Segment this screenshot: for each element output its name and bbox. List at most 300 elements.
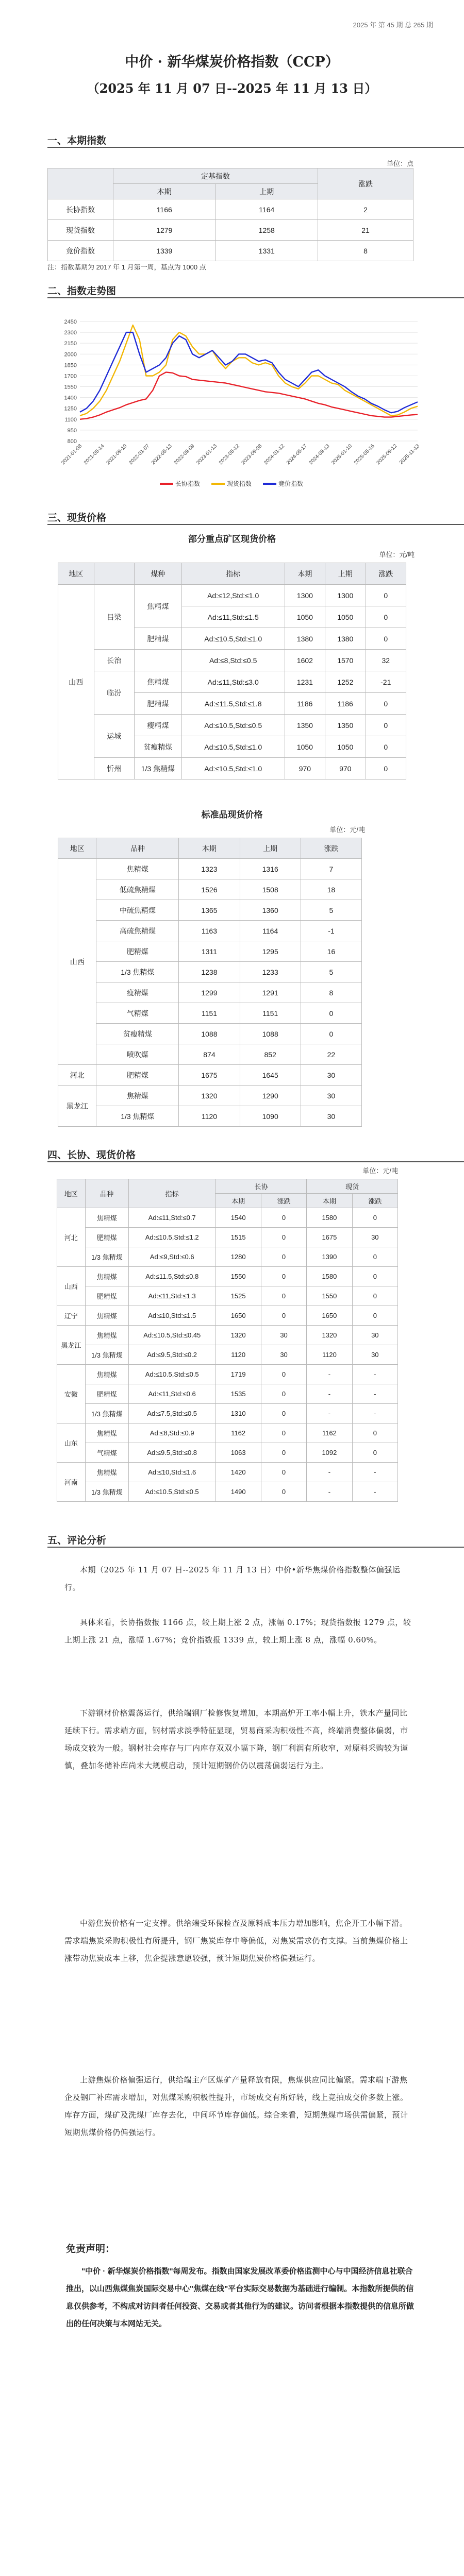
x-tick-label: 2024-05-17 — [285, 443, 308, 466]
disclaimer-title: 免责声明： — [66, 2244, 115, 2255]
legend-swatch-auction — [263, 483, 276, 485]
region-cell: 黑龙江 — [58, 1086, 96, 1127]
col-previous-header: 上期 — [216, 184, 318, 199]
coal-cell: 1/3 焦精煤 — [96, 962, 179, 982]
spot-current-cell: 1120 — [307, 1345, 352, 1365]
spec-cell: Ad:≤11,Std:≤0.7 — [128, 1208, 215, 1228]
change-cell: 8 — [301, 982, 361, 1003]
coal-cell: 气精煤 — [85, 1443, 128, 1463]
h-spot-current: 本期 — [307, 1194, 352, 1208]
coal-cell: 1/3 焦精煤 — [85, 1345, 128, 1365]
section-spot-heading: 三、现货价格 — [47, 510, 106, 524]
long-current-cell: 1719 — [216, 1365, 261, 1384]
coal-cell: 1/3 焦精煤 — [85, 1247, 128, 1267]
table-row — [58, 941, 362, 962]
spot-current-cell: - — [307, 1365, 352, 1384]
coal-cell: 贫瘦精煤 — [96, 1024, 179, 1044]
spot-current-cell: 1390 — [307, 1247, 352, 1267]
x-tick-label: 2023-01-13 — [195, 443, 219, 466]
spot-change-cell: - — [352, 1365, 397, 1384]
region-cell: 山西 — [57, 1267, 86, 1306]
previous-cell: 1088 — [240, 1024, 301, 1044]
current-cell: 1311 — [179, 941, 240, 962]
x-tick-label: 2021-09-10 — [105, 443, 128, 466]
previous-cell: 1050 — [325, 736, 366, 758]
analysis-paragraph-3: 下游钢材价格震荡运行，供给端钢厂检修恢复增加，本期高炉开工率小幅上升，铁水产量同比延续下行。需求端方面，钢材需求淡季特征显现，贸易商采购积极性不高，终端消费整体偏弱，市场成交较为一般。钢材社会库存与厂内库存双双小幅下降，钢厂利润有所收窄，对原料采购较为谨慎，叠加冬储补库尚未大规模启动，预计短期钢价仍以震荡偏弱运行为主。 — [64, 1708, 408, 1770]
area-cell: 临汾 — [94, 671, 134, 715]
h-long-change: 涨跌 — [261, 1194, 306, 1208]
row-previous: 1258 — [216, 220, 318, 241]
analysis-paragraph-2: 具体来看，长协指数报 1166 点，较上期上涨 2 点，涨幅 0.17%；现货指数报 1279 点，较上期上涨 21 点，涨幅 1.67%；竞价指数报 1339 点，较上期上涨 8 点，涨幅 0.60%。 — [64, 1618, 411, 1645]
spot-current-cell: - — [307, 1404, 352, 1423]
table-row — [58, 1003, 362, 1024]
table-row — [58, 715, 406, 736]
table-row — [57, 1267, 398, 1286]
spec-cell: Ad:≤10.5,Std:≤0.5 — [128, 1482, 215, 1502]
change-cell: 32 — [366, 650, 406, 671]
change-cell: 0 — [366, 606, 406, 628]
x-tick-label: 2024-09-13 — [308, 443, 331, 466]
legend-swatch-spot — [211, 483, 225, 485]
coal-cell: 中硫焦精煤 — [96, 900, 179, 921]
change-cell: 30 — [301, 1065, 361, 1086]
index-trend-chart — [54, 307, 425, 477]
table-header-row — [58, 838, 362, 859]
h-spec: 指标 — [128, 1179, 215, 1208]
spot-current-cell: - — [307, 1463, 352, 1482]
change-cell: -1 — [301, 921, 361, 941]
coal-cell: 瘦精煤 — [96, 982, 179, 1003]
current-cell: 1050 — [285, 606, 325, 628]
y-tick-label: 2300 — [64, 330, 77, 336]
legend-swatch-long — [160, 483, 173, 485]
spot-current-cell: 1320 — [307, 1326, 352, 1345]
region-cell: 河南 — [57, 1463, 86, 1502]
y-tick-label: 1250 — [64, 405, 77, 412]
long-current-cell: 1515 — [216, 1228, 261, 1247]
section-trend-heading: 二、指数走势图 — [47, 283, 116, 297]
region-cell: 河北 — [58, 1065, 96, 1086]
row-previous: 1164 — [216, 199, 318, 220]
change-cell: 18 — [301, 879, 361, 900]
spot-change-cell: - — [352, 1404, 397, 1423]
change-cell: 0 — [366, 628, 406, 650]
long-current-cell: 1540 — [216, 1208, 261, 1228]
table-row — [58, 671, 406, 693]
col-fixed-header: 定基指数 — [113, 168, 318, 184]
table-row — [57, 1286, 398, 1306]
spot-change-cell: 0 — [352, 1267, 397, 1286]
report-period: （2025 年 11 月 07 日--2025 年 11 月 13 日） — [87, 81, 377, 96]
table-row — [57, 1247, 398, 1267]
table-row — [48, 220, 413, 241]
change-cell: 16 — [301, 941, 361, 962]
spec-cell: Ad:≤7.5,Std:≤0.5 — [128, 1404, 215, 1423]
y-tick-label: 1700 — [64, 373, 77, 380]
previous-cell: 1290 — [240, 1086, 301, 1106]
table-row — [57, 1482, 398, 1502]
col-name-header — [48, 168, 113, 199]
table-header-row — [58, 563, 406, 585]
table-row — [58, 585, 406, 606]
coal-cell: 焦精煤 — [135, 671, 182, 693]
y-tick-label: 1400 — [64, 395, 77, 401]
h-spot: 现货 — [307, 1179, 398, 1194]
current-cell: 970 — [285, 758, 325, 779]
table-header-row — [57, 1179, 398, 1194]
row-previous: 1331 — [216, 241, 318, 261]
long-current-cell: 1490 — [216, 1482, 261, 1502]
coal-cell: 焦精煤 — [85, 1267, 128, 1286]
h-spec: 指标 — [181, 563, 285, 585]
change-cell: 0 — [301, 1003, 361, 1024]
change-cell: 30 — [301, 1106, 361, 1127]
current-cell: 1231 — [285, 671, 325, 693]
row-change: 8 — [318, 241, 413, 261]
y-tick-label: 2000 — [64, 351, 77, 358]
x-tick-label: 2024-01-12 — [263, 443, 286, 466]
previous-cell: 1508 — [240, 879, 301, 900]
current-cell: 874 — [179, 1044, 240, 1065]
spot-change-cell: - — [352, 1463, 397, 1482]
current-cell: 1300 — [285, 585, 325, 606]
coal-cell: 肥精煤 — [135, 693, 182, 715]
table-row — [57, 1443, 398, 1463]
spot-current-cell: 1580 — [307, 1208, 352, 1228]
region-cell: 黑龙江 — [57, 1326, 86, 1365]
long-change-cell: 0 — [261, 1423, 306, 1443]
row-current: 1339 — [113, 241, 216, 261]
spec-cell: Ad:≤9,Std:≤0.6 — [128, 1247, 215, 1267]
long-current-cell: 1525 — [216, 1286, 261, 1306]
table-row — [57, 1384, 398, 1404]
h-previous: 上期 — [325, 563, 366, 585]
coal-cell: 焦精煤 — [85, 1326, 128, 1345]
std-price-table — [58, 838, 362, 1127]
spec-cell: Ad:≤11.5,Std:≤1.8 — [181, 693, 285, 715]
row-name: 竞价指数 — [48, 241, 113, 261]
h-long-current: 本期 — [216, 1194, 261, 1208]
change-cell: 0 — [366, 715, 406, 736]
region-cell: 山西 — [58, 859, 96, 1065]
long-change-cell: 0 — [261, 1208, 306, 1228]
long-change-cell: 0 — [261, 1247, 306, 1267]
row-name: 长协指数 — [48, 199, 113, 220]
h-previous: 上期 — [240, 838, 301, 859]
previous-cell: 852 — [240, 1044, 301, 1065]
report-title: 中价 · 新华煤炭价格指数（CCP） — [125, 54, 339, 70]
change-cell: -21 — [366, 671, 406, 693]
spot-change-cell: 0 — [352, 1247, 397, 1267]
long-change-cell: 0 — [261, 1384, 306, 1404]
area-cell: 忻州 — [94, 758, 134, 779]
spec-cell: Ad:≤8,Std:≤0.9 — [128, 1423, 215, 1443]
spot-change-cell: 0 — [352, 1286, 397, 1306]
x-tick-label: 2025-09-12 — [375, 443, 399, 466]
row-current: 1279 — [113, 220, 216, 241]
long-change-cell: 30 — [261, 1326, 306, 1345]
current-cell: 1299 — [179, 982, 240, 1003]
x-tick-label: 2025-11-13 — [398, 443, 421, 466]
long-spot-table — [57, 1179, 398, 1502]
coal-cell: 喷吹煤 — [96, 1044, 179, 1065]
x-tick-label: 2025-01-10 — [330, 443, 354, 466]
long-current-cell: 1120 — [216, 1345, 261, 1365]
coal-cell: 肥精煤 — [85, 1228, 128, 1247]
coal-cell: 焦精煤 — [96, 859, 179, 879]
spot-change-cell: 0 — [352, 1306, 397, 1326]
analysis-paragraph-1: 本期（2025 年 11 月 07 日--2025 年 11 月 13 日）中价•新华焦煤价格指数整体偏强运行。 — [64, 1565, 401, 1592]
y-tick-label: 800 — [67, 438, 77, 445]
spec-cell: Ad:≤11.5,Std:≤0.8 — [128, 1267, 215, 1286]
previous-cell: 1380 — [325, 628, 366, 650]
spec-cell: Ad:≤10.5,Std:≤1.0 — [181, 736, 285, 758]
coal-cell: 肥精煤 — [135, 628, 182, 650]
coal-cell: 肥精煤 — [85, 1384, 128, 1404]
spot-change-cell: 0 — [352, 1443, 397, 1463]
long-change-cell: 0 — [261, 1306, 306, 1326]
long-change-cell: 30 — [261, 1345, 306, 1365]
previous-cell: 970 — [325, 758, 366, 779]
long-current-cell: 1535 — [216, 1384, 261, 1404]
spot-change-cell: 30 — [352, 1326, 397, 1345]
current-cell: 1380 — [285, 628, 325, 650]
table-row — [48, 199, 413, 220]
coal-cell: 焦精煤 — [96, 1086, 179, 1106]
table-row — [58, 650, 406, 671]
change-cell: 5 — [301, 962, 361, 982]
std-unit: 单位：元/吨 — [329, 826, 365, 834]
section-long-spot-heading: 四、长协、现货价格 — [47, 1147, 136, 1161]
coal-cell: 肥精煤 — [85, 1286, 128, 1306]
previous-cell: 1233 — [240, 962, 301, 982]
change-cell: 22 — [301, 1044, 361, 1065]
table-row — [58, 1106, 362, 1127]
table-row — [57, 1365, 398, 1384]
current-cell: 1163 — [179, 921, 240, 941]
legend-label-auction: 竞价指数 — [278, 480, 304, 487]
change-cell: 5 — [301, 900, 361, 921]
y-tick-label: 2450 — [64, 319, 77, 325]
long-current-cell: 1550 — [216, 1267, 261, 1286]
col-current-header: 本期 — [113, 184, 216, 199]
table-row — [58, 962, 362, 982]
spot-current-cell: 1580 — [307, 1267, 352, 1286]
table-row — [57, 1404, 398, 1423]
long-change-cell: 0 — [261, 1286, 306, 1306]
table-row — [57, 1423, 398, 1443]
current-cell: 1675 — [179, 1065, 240, 1086]
coal-cell: 焦精煤 — [85, 1365, 128, 1384]
x-tick-label: 2021-05-14 — [82, 443, 106, 466]
h-coal: 品种 — [96, 838, 179, 859]
long-current-cell: 1650 — [216, 1306, 261, 1326]
table-row — [58, 1086, 362, 1106]
coal-cell: 焦精煤 — [85, 1463, 128, 1482]
change-cell: 30 — [301, 1086, 361, 1106]
h-current: 本期 — [285, 563, 325, 585]
current-cell: 1323 — [179, 859, 240, 879]
series-line-1 — [80, 325, 418, 416]
spec-cell: Ad:≤11,Std:≤1.3 — [128, 1286, 215, 1306]
coal-cell: 1/3 焦精煤 — [135, 758, 182, 779]
previous-cell: 1252 — [325, 671, 366, 693]
region-cell: 安徽 — [57, 1365, 86, 1423]
h-region: 地区 — [58, 838, 96, 859]
series-line-0 — [80, 372, 418, 419]
previous-cell: 1570 — [325, 650, 366, 671]
coal-cell: 焦精煤 — [85, 1423, 128, 1443]
section-analysis-heading: 五、评论分析 — [47, 1533, 106, 1547]
spec-cell: Ad:≤10,Std:≤1.6 — [128, 1463, 215, 1482]
x-tick-label: 2022-05-13 — [150, 443, 173, 466]
h-region: 地区 — [58, 563, 94, 585]
section-current-index-heading: 一、本期指数 — [47, 133, 106, 147]
spot-current-cell: - — [307, 1384, 352, 1404]
spec-cell: Ad:≤10.5,Std:≤1.2 — [128, 1228, 215, 1247]
spec-cell: Ad:≤9.5,Std:≤0.8 — [128, 1443, 215, 1463]
long-current-cell: 1310 — [216, 1404, 261, 1423]
current-index-table — [47, 168, 413, 261]
h-long: 长协 — [216, 1179, 307, 1194]
y-tick-label: 1850 — [64, 362, 77, 369]
coal-cell — [135, 650, 182, 671]
h-change: 涨跌 — [301, 838, 361, 859]
table-row — [57, 1326, 398, 1345]
spec-cell: Ad:≤10,Std:≤1.5 — [128, 1306, 215, 1326]
section4-unit: 单位：元/吨 — [362, 1167, 398, 1175]
spec-cell: Ad:≤10.5,Std:≤1.0 — [181, 758, 285, 779]
y-tick-label: 1100 — [64, 416, 77, 423]
long-change-cell: 0 — [261, 1443, 306, 1463]
table-row — [58, 859, 362, 879]
col-change-header: 涨跌 — [318, 168, 413, 199]
previous-cell: 1151 — [240, 1003, 301, 1024]
spot-current-cell: 1162 — [307, 1423, 352, 1443]
coal-cell: 肥精煤 — [96, 1065, 179, 1086]
table-row — [57, 1463, 398, 1482]
table-row — [58, 879, 362, 900]
current-cell: 1186 — [285, 693, 325, 715]
analysis-paragraph-4: 中游焦炭价格有一定支撑。供给端受环保检查及原料成本压力增加影响，焦企开工小幅下滑。需求端焦炭采购积极性有所提升，钢厂焦炭库存中等偏低，对焦炭需求仍有支撑。当前焦煤价格上涨带动焦炭成本上移，焦企提涨意愿较强，预计短期焦炭价格偏强运行。 — [64, 1919, 408, 1963]
spec-cell: Ad:≤10.5,Std:≤0.5 — [181, 715, 285, 736]
legend-label-long: 长协指数 — [175, 480, 201, 487]
coal-cell: 瘦精煤 — [135, 715, 182, 736]
x-tick-label: 2025-05-16 — [353, 443, 376, 466]
spot-change-cell: 0 — [352, 1208, 397, 1228]
legend-label-spot: 现货指数 — [227, 480, 252, 487]
previous-cell: 1360 — [240, 900, 301, 921]
coal-cell: 高硫焦精煤 — [96, 921, 179, 941]
coal-cell: 贫瘦精煤 — [135, 736, 182, 758]
current-cell: 1602 — [285, 650, 325, 671]
spot-current-cell: - — [307, 1482, 352, 1502]
spot-current-cell: 1092 — [307, 1443, 352, 1463]
long-change-cell: 0 — [261, 1482, 306, 1502]
table-row — [48, 241, 413, 261]
region-cell: 辽宁 — [57, 1306, 86, 1326]
y-tick-label: 1550 — [64, 384, 77, 391]
spec-cell: Ad:≤9.5,Std:≤0.2 — [128, 1345, 215, 1365]
current-cell: 1365 — [179, 900, 240, 921]
coal-cell: 低硫焦精煤 — [96, 879, 179, 900]
coal-cell: 1/3 焦精煤 — [96, 1106, 179, 1127]
table-row — [58, 982, 362, 1003]
row-change: 21 — [318, 220, 413, 241]
current-cell: 1350 — [285, 715, 325, 736]
current-cell: 1088 — [179, 1024, 240, 1044]
table-row — [58, 758, 406, 779]
current-cell: 1526 — [179, 879, 240, 900]
x-tick-label: 2023-09-08 — [240, 443, 263, 466]
long-change-cell: 0 — [261, 1404, 306, 1423]
h-change: 涨跌 — [366, 563, 406, 585]
spec-cell: Ad:≤11,Std:≤1.5 — [181, 606, 285, 628]
long-current-cell: 1280 — [216, 1247, 261, 1267]
area-cell: 长治 — [94, 650, 134, 671]
spot-change-cell: - — [352, 1384, 397, 1404]
disclaimer-text: "中价 · 新华煤炭价格指数"每周发布。指数由国家发展改革委价格监测中心与中国经济信息社联合推出，以山西焦煤焦炭国际交易中心"焦煤在线"平台实际交易数据为基础进行编制。本指数所提供的信息仅供参考，不构成对访问者任何投资、交易或者其他行为的建议。访问者根据本指数提供的信息所做出的任何决策与本网站无关。 — [66, 2267, 415, 2328]
change-cell: 7 — [301, 859, 361, 879]
area-cell: 运城 — [94, 715, 134, 758]
table-row — [57, 1345, 398, 1365]
spot-current-cell: 1675 — [307, 1228, 352, 1247]
region-cell: 山东 — [57, 1423, 86, 1463]
coal-cell: 焦精煤 — [135, 585, 182, 628]
spot-change-cell: - — [352, 1482, 397, 1502]
coal-cell: 焦精煤 — [85, 1306, 128, 1326]
spot-current-cell: 1650 — [307, 1306, 352, 1326]
table-row — [58, 900, 362, 921]
previous-cell: 1295 — [240, 941, 301, 962]
spec-cell: Ad:≤11,Std:≤3.0 — [181, 671, 285, 693]
previous-cell: 1645 — [240, 1065, 301, 1086]
coal-cell: 肥精煤 — [96, 941, 179, 962]
table-row — [57, 1228, 398, 1247]
region-cell: 河北 — [57, 1208, 86, 1267]
spot-current-cell: 1550 — [307, 1286, 352, 1306]
long-change-cell: 0 — [261, 1365, 306, 1384]
h-coal: 煤种 — [135, 563, 182, 585]
x-tick-label: 2021-01-08 — [60, 443, 84, 466]
section1-unit: 单位：点 — [386, 160, 413, 167]
mine-unit: 单位：元/吨 — [379, 551, 415, 558]
coal-cell: 1/3 焦精煤 — [85, 1404, 128, 1423]
current-cell: 1320 — [179, 1086, 240, 1106]
previous-cell: 1186 — [325, 693, 366, 715]
current-cell: 1050 — [285, 736, 325, 758]
province-cell: 山西 — [58, 585, 94, 779]
coal-cell: 气精煤 — [96, 1003, 179, 1024]
spot-change-cell: 0 — [352, 1423, 397, 1443]
spot-change-cell: 30 — [352, 1228, 397, 1247]
change-cell: 0 — [366, 585, 406, 606]
y-tick-label: 950 — [67, 427, 77, 434]
issue-info: 2025 年 第 45 期 总 265 期 — [353, 21, 433, 29]
previous-cell: 1300 — [325, 585, 366, 606]
long-change-cell: 0 — [261, 1463, 306, 1482]
h-current: 本期 — [179, 838, 240, 859]
y-tick-label: 2150 — [64, 341, 77, 347]
previous-cell: 1316 — [240, 859, 301, 879]
x-tick-label: 2022-01-07 — [128, 443, 151, 466]
long-change-cell: 0 — [261, 1228, 306, 1247]
h-region: 地区 — [57, 1179, 86, 1208]
table-row — [58, 1044, 362, 1065]
mine-price-subtitle: 部分重点矿区现货价格 — [188, 534, 276, 544]
long-change-cell: 0 — [261, 1267, 306, 1286]
chart-legend — [160, 479, 303, 488]
